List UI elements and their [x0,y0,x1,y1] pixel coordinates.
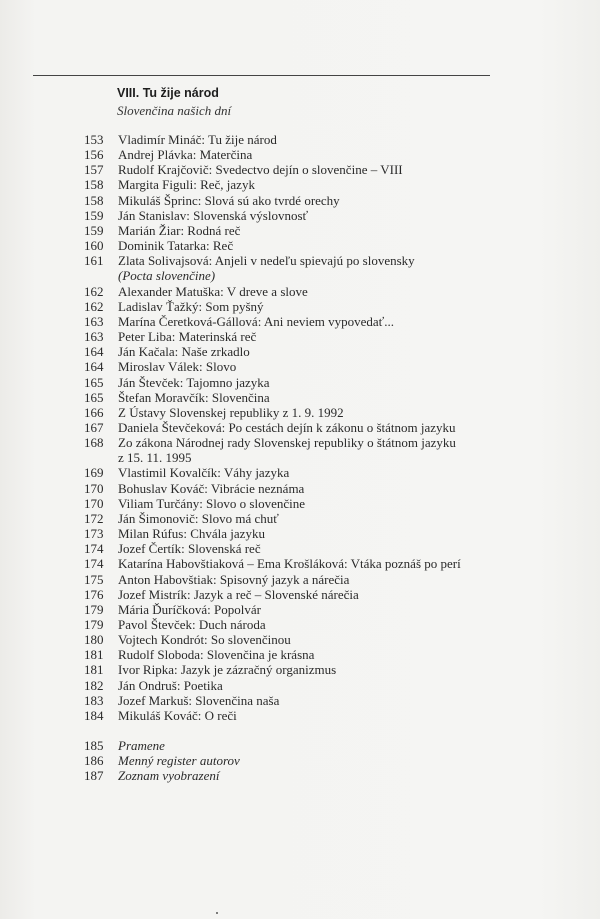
toc-title-line: Marína Čeretková-Gállová: Ani neviem vypovedať... [118,313,394,329]
toc-entry [84,693,484,708]
toc-page-number: 164 [84,359,104,375]
toc-entry [84,768,484,783]
toc-title-line: Pavol Števček: Duch národa [118,617,266,632]
toc-title [118,617,484,632]
toc-page-number: 179 [84,617,104,632]
toc-title [118,435,484,465]
toc-title [118,359,484,374]
toc-title-line: Viliam Turčány: Slovo o slovenčine [118,495,305,511]
toc-title [118,693,484,708]
toc-entry [84,329,484,344]
toc-entry [84,708,484,723]
toc-title-line: Ján Kačala: Naše zrkadlo [118,344,250,360]
toc-page-number: 180 [84,632,104,648]
toc-entry [84,177,484,192]
toc-title [118,465,484,480]
toc-title-line: Ivor Ripka: Jazyk je zázračný organizmus [118,662,337,678]
toc-title [118,572,484,587]
toc-title [118,662,484,677]
toc-page-number: 175 [84,571,104,587]
toc-title-line: Ján Šimonovič: Slovo má chuť [118,510,279,526]
toc-entry [84,556,484,571]
toc-title [118,678,484,693]
toc-title [118,632,484,647]
toc-title [118,208,484,223]
toc-entry [84,420,484,435]
toc-title-line: Ján Stanislav: Slovenská výslovnosť [118,207,309,223]
toc-title [118,602,484,617]
toc-page-number: 181 [84,662,104,678]
toc-entry [84,753,484,768]
toc-page-number: 158 [84,177,104,193]
toc-title [118,314,484,329]
toc-title-line: Menný register autorov [118,753,240,769]
toc-entry [84,314,484,329]
toc-page-number: 160 [84,238,104,254]
toc-page-number: 173 [84,526,104,542]
toc-page-number: 153 [84,132,104,147]
toc-title-line: Mária Ďuríčková: Popolvár [118,601,261,617]
toc-title-line: Milan Rúfus: Chvála jazyku [118,526,265,542]
toc-entry [84,678,484,693]
section-gap [84,723,484,738]
toc-entry [84,572,484,587]
toc-title [118,223,484,238]
toc-title-line: Ján Števček: Tajomno jazyka [118,374,270,390]
toc-page-number: 176 [84,586,104,602]
toc-title [118,420,484,435]
toc-title [118,375,484,390]
toc-title-line: Rudolf Krajčovič: Svedectvo dejín o slovenčine – VIII [118,162,403,178]
toc-title-continuation: (Pocta slovenčine) [118,268,216,284]
toc-title-line: Vlastimil Kovalčík: Váhy jazyka [118,465,290,481]
toc-page-number: 162 [84,298,104,314]
toc-title-line: Vojtech Kondrót: So slovenčinou [118,632,291,648]
toc-entry [84,344,484,359]
toc-title [118,511,484,526]
toc-title-line: Zlata Solivajsová: Anjeli v nedeľu spievajú po slovensky [118,253,415,269]
toc-entry [84,481,484,496]
toc-title-line: Zoznam vyobrazení [118,768,220,784]
section-subtitle: Slovenčina našich dní [117,103,232,118]
toc-page-number: 159 [84,222,104,238]
toc-page-number: 165 [84,389,104,405]
toc-title-line: Mikuláš Šprinc: Slová sú ako tvrdé orechy [118,192,340,208]
toc-title-line: Vladimír Mináč: Tu žije národ [118,132,277,147]
toc-title [118,481,484,496]
toc-title-line: Daniela Števčeková: Po cestách dejín k zákonu o štátnom jazyku [118,419,456,435]
toc-title [118,556,484,571]
toc-title [118,496,484,511]
toc-entry [84,284,484,299]
toc-entry [84,435,484,465]
toc-entry [84,541,484,556]
toc-entry [84,390,484,405]
toc-page-number: 165 [84,374,104,390]
toc-page-number: 187 [84,768,104,784]
toc-title-line: Anton Habovštiak: Spisovný jazyk a nárečia [118,571,350,587]
toc-title-line: Zo zákona Národnej rady Slovenskej republiky o štátnom jazyku [118,435,456,451]
toc-title [118,708,484,723]
toc-page-number: 163 [84,329,104,345]
toc-entry [84,238,484,253]
toc-page-number: 168 [84,435,104,451]
toc-entry [84,405,484,420]
toc-title [118,284,484,299]
toc-entry [84,147,484,162]
toc-page-number: 159 [84,207,104,223]
toc-page-number: 169 [84,465,104,481]
toc-entry [84,162,484,177]
toc-title [118,344,484,359]
section-title: VIII. Tu žije národ [117,86,219,100]
toc-entry [84,526,484,541]
toc-title [118,132,484,147]
toc-title [118,647,484,662]
toc-title-line: Dominik Tatarka: Reč [118,238,234,254]
toc-title [118,162,484,177]
toc-page-number: 179 [84,601,104,617]
toc-title-line: Pramene [118,738,165,754]
toc-title-line: Mikuláš Kováč: O reči [118,707,237,723]
toc-title [118,541,484,556]
toc-entry [84,208,484,223]
toc-entry [84,359,484,374]
toc-title-line: Jozef Čertík: Slovenská reč [118,541,261,557]
toc-page-number: 185 [84,738,104,754]
toc-title-line: Rudolf Sloboda: Slovenčina je krásna [118,647,315,663]
toc-page-number: 172 [84,510,104,526]
toc-page-number: 174 [84,556,104,572]
toc-entry [84,132,484,147]
toc-page-number: 170 [84,495,104,511]
toc-page-number: 186 [84,753,104,769]
toc-entry [84,587,484,602]
page-mark [216,912,218,914]
toc-entry [84,375,484,390]
toc-entry [84,662,484,677]
toc-entry [84,253,484,283]
toc-entry [84,223,484,238]
toc-title [118,238,484,253]
toc-page-number: 167 [84,419,104,435]
toc-page-number: 158 [84,192,104,208]
toc-page-number: 164 [84,344,104,360]
toc-entry [84,299,484,314]
toc-page-number: 183 [84,692,104,708]
toc-title-line: Jozef Mistrík: Jazyk a reč – Slovenské nárečia [118,586,359,602]
toc-title-line: Peter Liba: Materinská reč [118,329,257,345]
toc-entry [84,465,484,480]
toc-entry [84,738,484,753]
table-of-contents [84,132,484,784]
toc-title-line: Miroslav Válek: Slovo [118,359,237,375]
toc-entry [84,632,484,647]
toc-title-line: Alexander Matuška: V dreve a slove [118,283,308,299]
toc-title [118,753,484,768]
toc-title [118,768,484,783]
toc-page-number: 166 [84,404,104,420]
toc-title-line: Andrej Plávka: Materčina [118,147,253,163]
toc-page-number: 156 [84,147,104,163]
toc-title [118,299,484,314]
toc-entry [84,647,484,662]
toc-title-line: Ján Ondruš: Poetika [118,677,223,693]
toc-page-number: 170 [84,480,104,496]
toc-title-line: Jozef Markuš: Slovenčina naša [118,692,280,708]
toc-page-number: 162 [84,283,104,299]
toc-page-number: 157 [84,162,104,178]
toc-title-line: Margita Figuli: Reč, jazyk [118,177,255,193]
toc-title [118,526,484,541]
toc-title-line: Marián Žiar: Rodná reč [118,222,241,238]
toc-title-line: Katarína Habovštiaková – Ema Krošláková: Vtáka poznáš po perí [118,556,461,572]
toc-page-number: 163 [84,313,104,329]
toc-title [118,390,484,405]
toc-title [118,253,484,283]
header-rule [33,75,490,76]
toc-entry [84,193,484,208]
toc-page-number: 181 [84,647,104,663]
toc-title-line: Štefan Moravčík: Slovenčina [118,389,270,405]
toc-title-line: Bohuslav Kováč: Vibrácie neznáma [118,480,305,496]
toc-title-line: Z Ústavy Slovenskej republiky z 1. 9. 1992 [118,404,344,420]
toc-title [118,177,484,192]
toc-title [118,193,484,208]
toc-entry [84,602,484,617]
toc-page-number: 174 [84,541,104,557]
toc-page-number: 182 [84,677,104,693]
toc-title [118,329,484,344]
toc-title [118,738,484,753]
toc-entry [84,496,484,511]
toc-title [118,405,484,420]
toc-title [118,587,484,602]
toc-entry [84,511,484,526]
toc-title-continuation: z 15. 11. 1995 [118,450,192,466]
toc-entry [84,617,484,632]
toc-page-number: 184 [84,707,104,723]
toc-title-line: Ladislav Ťažký: Som pyšný [118,298,264,314]
toc-page-number: 161 [84,253,104,269]
toc-title [118,147,484,162]
